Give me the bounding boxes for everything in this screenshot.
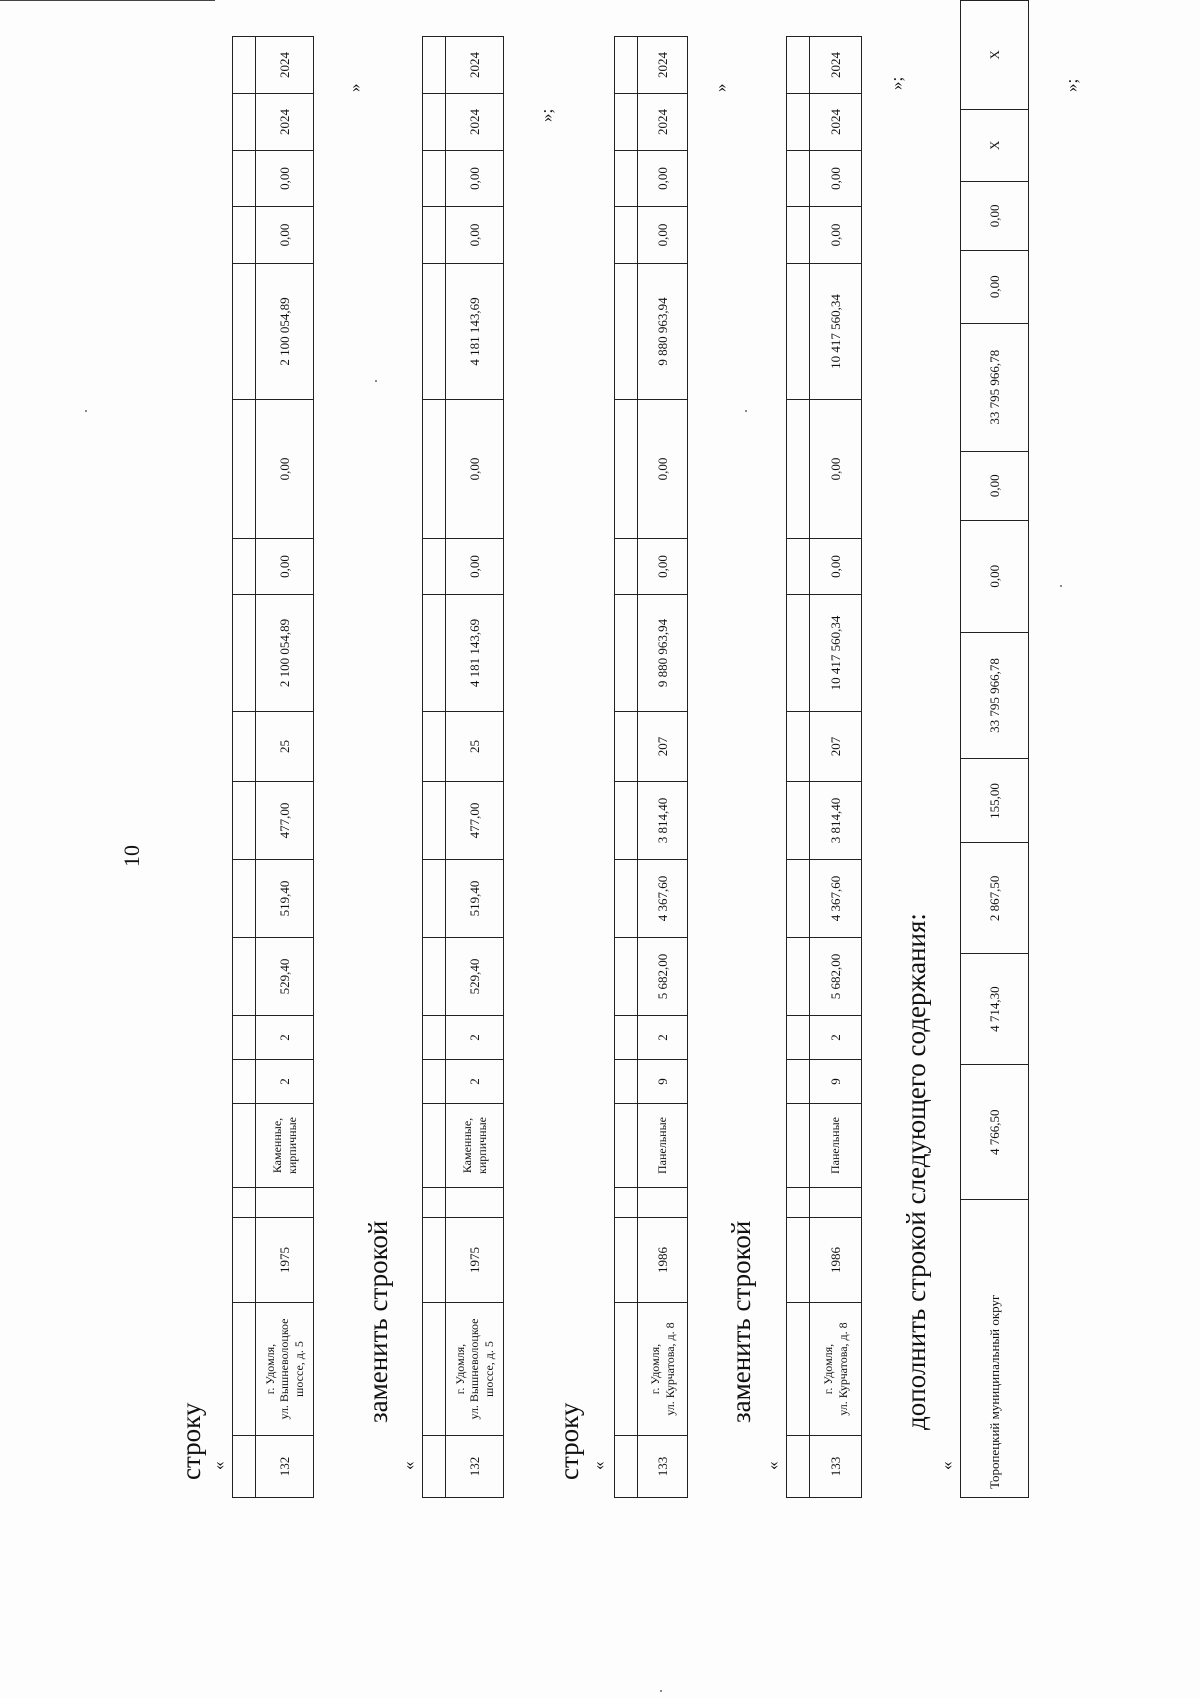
cell-budget-local: 4 181 143,69 xyxy=(446,264,504,400)
cell-year-end: X xyxy=(961,1,1029,110)
cell-number: 132 xyxy=(256,1436,314,1498)
cell-residents: 207 xyxy=(810,712,862,782)
cell-budget-local: 9 880 963,94 xyxy=(638,264,688,400)
cell-area-living-2: 3 814,40 xyxy=(638,782,688,860)
instruction-phrase: дополнить строкой следующего содержания: xyxy=(901,913,931,1430)
cell-budget-region: 0,00 xyxy=(961,451,1029,520)
cell-residents: 25 xyxy=(256,712,314,782)
cell-number: 133 xyxy=(638,1436,688,1498)
cell-area-living: 4 367,60 xyxy=(810,860,862,938)
open-quote: « xyxy=(763,1461,782,1470)
cell-cost-total: 9 880 963,94 xyxy=(638,595,688,712)
cell-year-start: X xyxy=(961,109,1029,181)
cell-year-start: 2024 xyxy=(446,94,504,151)
close-quote: »; xyxy=(1062,78,1081,92)
cell-entrances: 2 xyxy=(638,1016,688,1060)
cell-owners: 0,00 xyxy=(256,207,314,264)
table-fragment-1 xyxy=(232,36,314,1498)
cell-area-total: 5 682,00 xyxy=(810,938,862,1016)
cell-budget-local: 33 795 966,78 xyxy=(961,323,1029,451)
cell-area-living: 519,40 xyxy=(446,860,504,938)
cell-area-living: 4 714,30 xyxy=(961,954,1029,1065)
cell-empty xyxy=(256,1188,314,1218)
table-grid-row xyxy=(615,37,638,1498)
cell-empty xyxy=(810,1188,862,1218)
cell-floors: 9 xyxy=(810,1060,862,1104)
cell-owners: 0,00 xyxy=(810,207,862,264)
cell-year-end: 2024 xyxy=(810,37,862,94)
cell-residents: 25 xyxy=(446,712,504,782)
table-fragment-summary xyxy=(960,0,1029,1498)
cell-wall-material: Каменные, кирпичные xyxy=(256,1104,314,1188)
cell-fund: 0,00 xyxy=(446,539,504,595)
cell-fund: 0,00 xyxy=(961,520,1029,632)
table-fragment-3 xyxy=(614,36,688,1498)
open-quote: « xyxy=(589,1461,608,1470)
cell-budget-region: 0,00 xyxy=(256,400,314,539)
table-row xyxy=(810,37,862,1498)
cell-area-living-2: 2 867,50 xyxy=(961,843,1029,954)
cell-cost-total: 10 417 560,34 xyxy=(810,595,862,712)
cell-residents: 207 xyxy=(638,712,688,782)
cell-year: 1975 xyxy=(256,1218,314,1303)
cell-year-start: 2024 xyxy=(810,94,862,151)
cell-address: г. Удомля, ул. Вышневолоцкое шоссе, д. 5 xyxy=(446,1303,504,1436)
cell-budget-region: 0,00 xyxy=(810,400,862,539)
cell-floors: 2 xyxy=(256,1060,314,1104)
cell-cost-total: 2 100 054,89 xyxy=(256,595,314,712)
cell-residents: 155,00 xyxy=(961,759,1029,843)
cell-area-total: 5 682,00 xyxy=(638,938,688,1016)
cell-area-total: 529,40 xyxy=(446,938,504,1016)
instruction-phrase: заменить строкой xyxy=(726,1220,756,1423)
cell-year: 1986 xyxy=(638,1218,688,1303)
cell-address: г. Удомля, ул. Курчатова, д. 8 xyxy=(638,1303,688,1436)
cell-year: 1975 xyxy=(446,1218,504,1303)
cell-budget-region: 0,00 xyxy=(446,400,504,539)
table-row xyxy=(961,1,1029,1498)
cell-year-end: 2024 xyxy=(256,37,314,94)
cell-entrances: 2 xyxy=(446,1016,504,1060)
close-quote: » xyxy=(345,83,364,92)
table-grid-row xyxy=(423,37,446,1498)
table-grid-row xyxy=(233,37,256,1498)
cell-empty xyxy=(638,1188,688,1218)
cell-year-start: 2024 xyxy=(638,94,688,151)
cell-municipality: Торопецкий муниципальный округ xyxy=(961,1200,1029,1498)
cell-wall-material: Каменные, кирпичные xyxy=(446,1104,504,1188)
cell-area-living: 519,40 xyxy=(256,860,314,938)
cell-other: 0,00 xyxy=(446,151,504,207)
instruction-phrase: строку xyxy=(176,1402,206,1480)
cell-area-total: 4 766,50 xyxy=(961,1065,1029,1200)
close-quote: »; xyxy=(537,108,556,122)
cell-area-living-2: 3 814,40 xyxy=(810,782,862,860)
cell-other: 0,00 xyxy=(256,151,314,207)
cell-area-living-2: 477,00 xyxy=(256,782,314,860)
cell-other: 0,00 xyxy=(638,151,688,207)
cell-wall-material: Панельные xyxy=(638,1104,688,1188)
table-row xyxy=(446,37,504,1498)
cell-fund: 0,00 xyxy=(638,539,688,595)
cell-entrances: 2 xyxy=(810,1016,862,1060)
cell-year: 1986 xyxy=(810,1218,862,1303)
open-quote: « xyxy=(937,1461,956,1470)
open-quote: « xyxy=(209,1461,228,1470)
cell-address: г. Удомля, ул. Курчатова, д. 8 xyxy=(810,1303,862,1436)
cell-year-end: 2024 xyxy=(446,37,504,94)
cell-wall-material: Панельные xyxy=(810,1104,862,1188)
cell-area-living: 4 367,60 xyxy=(638,860,688,938)
cell-floors: 9 xyxy=(638,1060,688,1104)
cell-entrances: 2 xyxy=(256,1016,314,1060)
cell-budget-local: 10 417 560,34 xyxy=(810,264,862,400)
cell-area-living-2: 477,00 xyxy=(446,782,504,860)
cell-address: г. Удомля, ул. Вышневолоцкое шоссе, д. 5 xyxy=(256,1303,314,1436)
instruction-phrase: заменить строкой xyxy=(363,1220,393,1423)
cell-other: 0,00 xyxy=(961,182,1029,251)
table-grid-row xyxy=(787,37,810,1498)
cell-year-end: 2024 xyxy=(638,37,688,94)
cell-fund: 0,00 xyxy=(256,539,314,595)
cell-cost-total: 33 795 966,78 xyxy=(961,632,1029,759)
cell-owners: 0,00 xyxy=(961,250,1029,323)
cell-area-total: 529,40 xyxy=(256,938,314,1016)
cell-number: 133 xyxy=(810,1436,862,1498)
page-number: 10 xyxy=(119,845,144,867)
table-row xyxy=(256,37,314,1498)
open-quote: « xyxy=(399,1461,418,1470)
cell-fund: 0,00 xyxy=(810,539,862,595)
cell-owners: 0,00 xyxy=(638,207,688,264)
cell-budget-local: 2 100 054,89 xyxy=(256,264,314,400)
cell-number: 132 xyxy=(446,1436,504,1498)
cell-year-start: 2024 xyxy=(256,94,314,151)
close-quote: » xyxy=(711,83,730,92)
cell-empty xyxy=(446,1188,504,1218)
cell-owners: 0,00 xyxy=(446,207,504,264)
cell-budget-region: 0,00 xyxy=(638,400,688,539)
cell-floors: 2 xyxy=(446,1060,504,1104)
cell-other: 0,00 xyxy=(810,151,862,207)
cell-cost-total: 4 181 143,69 xyxy=(446,595,504,712)
instruction-phrase: строку xyxy=(554,1402,584,1480)
table-row xyxy=(638,37,688,1498)
close-quote: »; xyxy=(887,76,906,90)
table-fragment-2 xyxy=(422,36,504,1498)
table-fragment-4 xyxy=(786,36,862,1498)
